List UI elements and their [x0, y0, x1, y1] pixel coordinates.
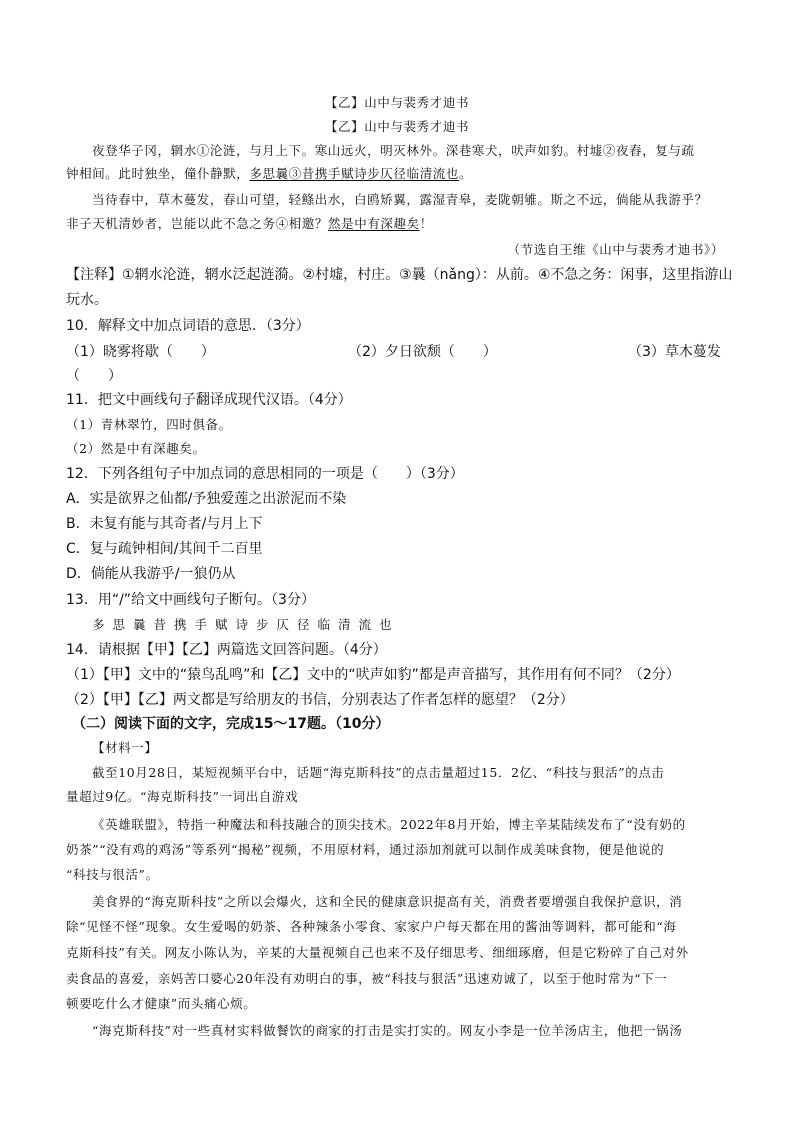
option-b: B．未复有能与其奇者/与月上下	[66, 516, 263, 532]
passage-text: ！	[419, 216, 433, 231]
question-10-item-3: （3）草木蔓发	[628, 344, 721, 360]
section-heading: （二）阅读下面的文字，完成15～17题。（10分）	[72, 716, 390, 732]
passage-title: 【乙】山中与裴秀才迪书	[324, 95, 470, 110]
passage-paragraph-line: 夜登华子冈，辋水①沦涟，与月上下。寒山远火，明灭林外。深巷寒犬，吠声如豹。村墟②夜舂，复与疏	[92, 143, 695, 158]
passage-title: 【乙】山中与裴秀才迪书	[324, 119, 470, 134]
annotation: 玩水。	[66, 292, 108, 308]
question-10-item-2: （2）夕日欲颓（ ）	[348, 344, 497, 360]
question-14: 14．请根据【甲】【乙】两篇选文回答问题。（4分）	[66, 642, 387, 658]
passage-paragraph-line	[66, 214, 433, 232]
material-line: 量超过9亿。“海克斯科技”一词出自游戏	[66, 789, 299, 804]
option-d: D．倘能从我游乎/一狼仍从	[66, 566, 236, 582]
passage-text: 非子天机清妙者，岂能以此不急之务④相邀？	[66, 216, 329, 231]
material-line: 顿要吃什么才健康”而头痛心烦。	[66, 996, 257, 1011]
material-line: “海克斯科技”对一些真材实料做餐饮的商家的打击是实打实的。网友小李是一位羊汤店主，他把一锅汤	[92, 1023, 683, 1038]
passage-paragraph-line: 当待春中，草木蔓发，春山可望，轻鲦出水，白鸥矫翼，露湿青皋，麦陇朝雊。斯之不远，倘能从我游乎？	[92, 192, 708, 207]
option-a: A．实是欲界之仙都/予独爱莲之出淤泥而不染	[66, 491, 347, 507]
underlined-sentence: 然是中有深趣矣	[328, 216, 420, 231]
question-13-sentence: 多思曩昔携手赋诗步仄径临清流也	[92, 617, 400, 632]
option-c: C．复与疏钟相间/其间千二百里	[66, 541, 263, 557]
passage-source: （节选自王维《山中与裴秀才迪书》）	[507, 242, 724, 257]
question-10: 10．解释文中加点词语的意思．（3分）	[66, 318, 310, 334]
material-line: 截至10月28日，某短视频平台中，话题“海克斯科技”的点击量超过15．2亿、“科技与狠活”的点击	[92, 765, 665, 780]
material-label: 【材料一】	[92, 740, 158, 755]
annotation: 【注释】①辋水沦涟，辋水泛起涟漪。②村墟，村庄。③曩（nǎng）：从前。④不急之务：闲事，这里指游山	[66, 267, 733, 283]
material-line: 除“见怪不怪”现象。女生爱喝的奶茶、各种辣条小零食、家家户户每天都在用的酱油等调料，都可能和“海	[66, 919, 677, 934]
passage-text: 钟相间。此时独坐，僮仆静默，	[66, 166, 250, 181]
underlined-sentence: 多思曩③昔携手赋诗步仄径临清流也	[249, 166, 460, 181]
passage-text: 。	[459, 166, 473, 181]
question-14-item-1: （1）【甲】文中的“猿鸟乱鸣”和【乙】文中的“吠声如豹”都是声音描写，其作用有何不同？（2分）	[66, 667, 680, 683]
question-11-item-2: （2）然是中有深趣矣。	[66, 441, 206, 456]
question-13: 13．用“/”给文中画线句子断句。（3分）	[66, 592, 315, 608]
question-11-item-1: （1）青林翠竹，四时俱备。	[66, 417, 232, 432]
material-line: 《英雄联盟》，特指一种魔法和科技融合的顶尖技术。2022年8月开始，博主辛某陆续发布了“没有奶的	[92, 817, 686, 832]
question-10-item-1: （1）晓雾将歇（ ）	[66, 344, 215, 360]
question-11: 11．把文中画线句子翻译成现代汉语。（4分）	[66, 392, 352, 408]
question-14-item-2: （2）【甲】【乙】两文都是写给朋友的书信，分别表达了作者怎样的愿望？（2分）	[66, 692, 574, 708]
material-line: 卖食品的喜爱，亲妈苦口婆心20年没有劝明白的事，被“科技与狠活”迅速劝诚了，以至于他时常为“下一	[66, 971, 668, 986]
material-line: 克斯科技”有关。网友小陈认为，辛某的大量视频自己也来不及仔细思考、细细琢磨，但是它粉碎了自己对外	[66, 945, 689, 960]
question-12: 12．下列各组句子中加点词的意思相同的一项是（ ）（3分）	[66, 466, 464, 482]
answer-blank: （ ）	[66, 368, 122, 384]
material-line: “科技与很活”。	[66, 867, 159, 882]
passage-paragraph-line	[66, 164, 472, 182]
material-line: 美食界的“海克斯科技”之所以会爆火，这和全民的健康意识提高有关，消费者要增强自我保护意识，消	[92, 894, 683, 909]
material-line: 奶茶”“没有鸡的鸡汤”等系列“揭秘”视频，不用原材料，通过添加剂就可以制作成美味食物，便是他说的	[66, 842, 665, 857]
